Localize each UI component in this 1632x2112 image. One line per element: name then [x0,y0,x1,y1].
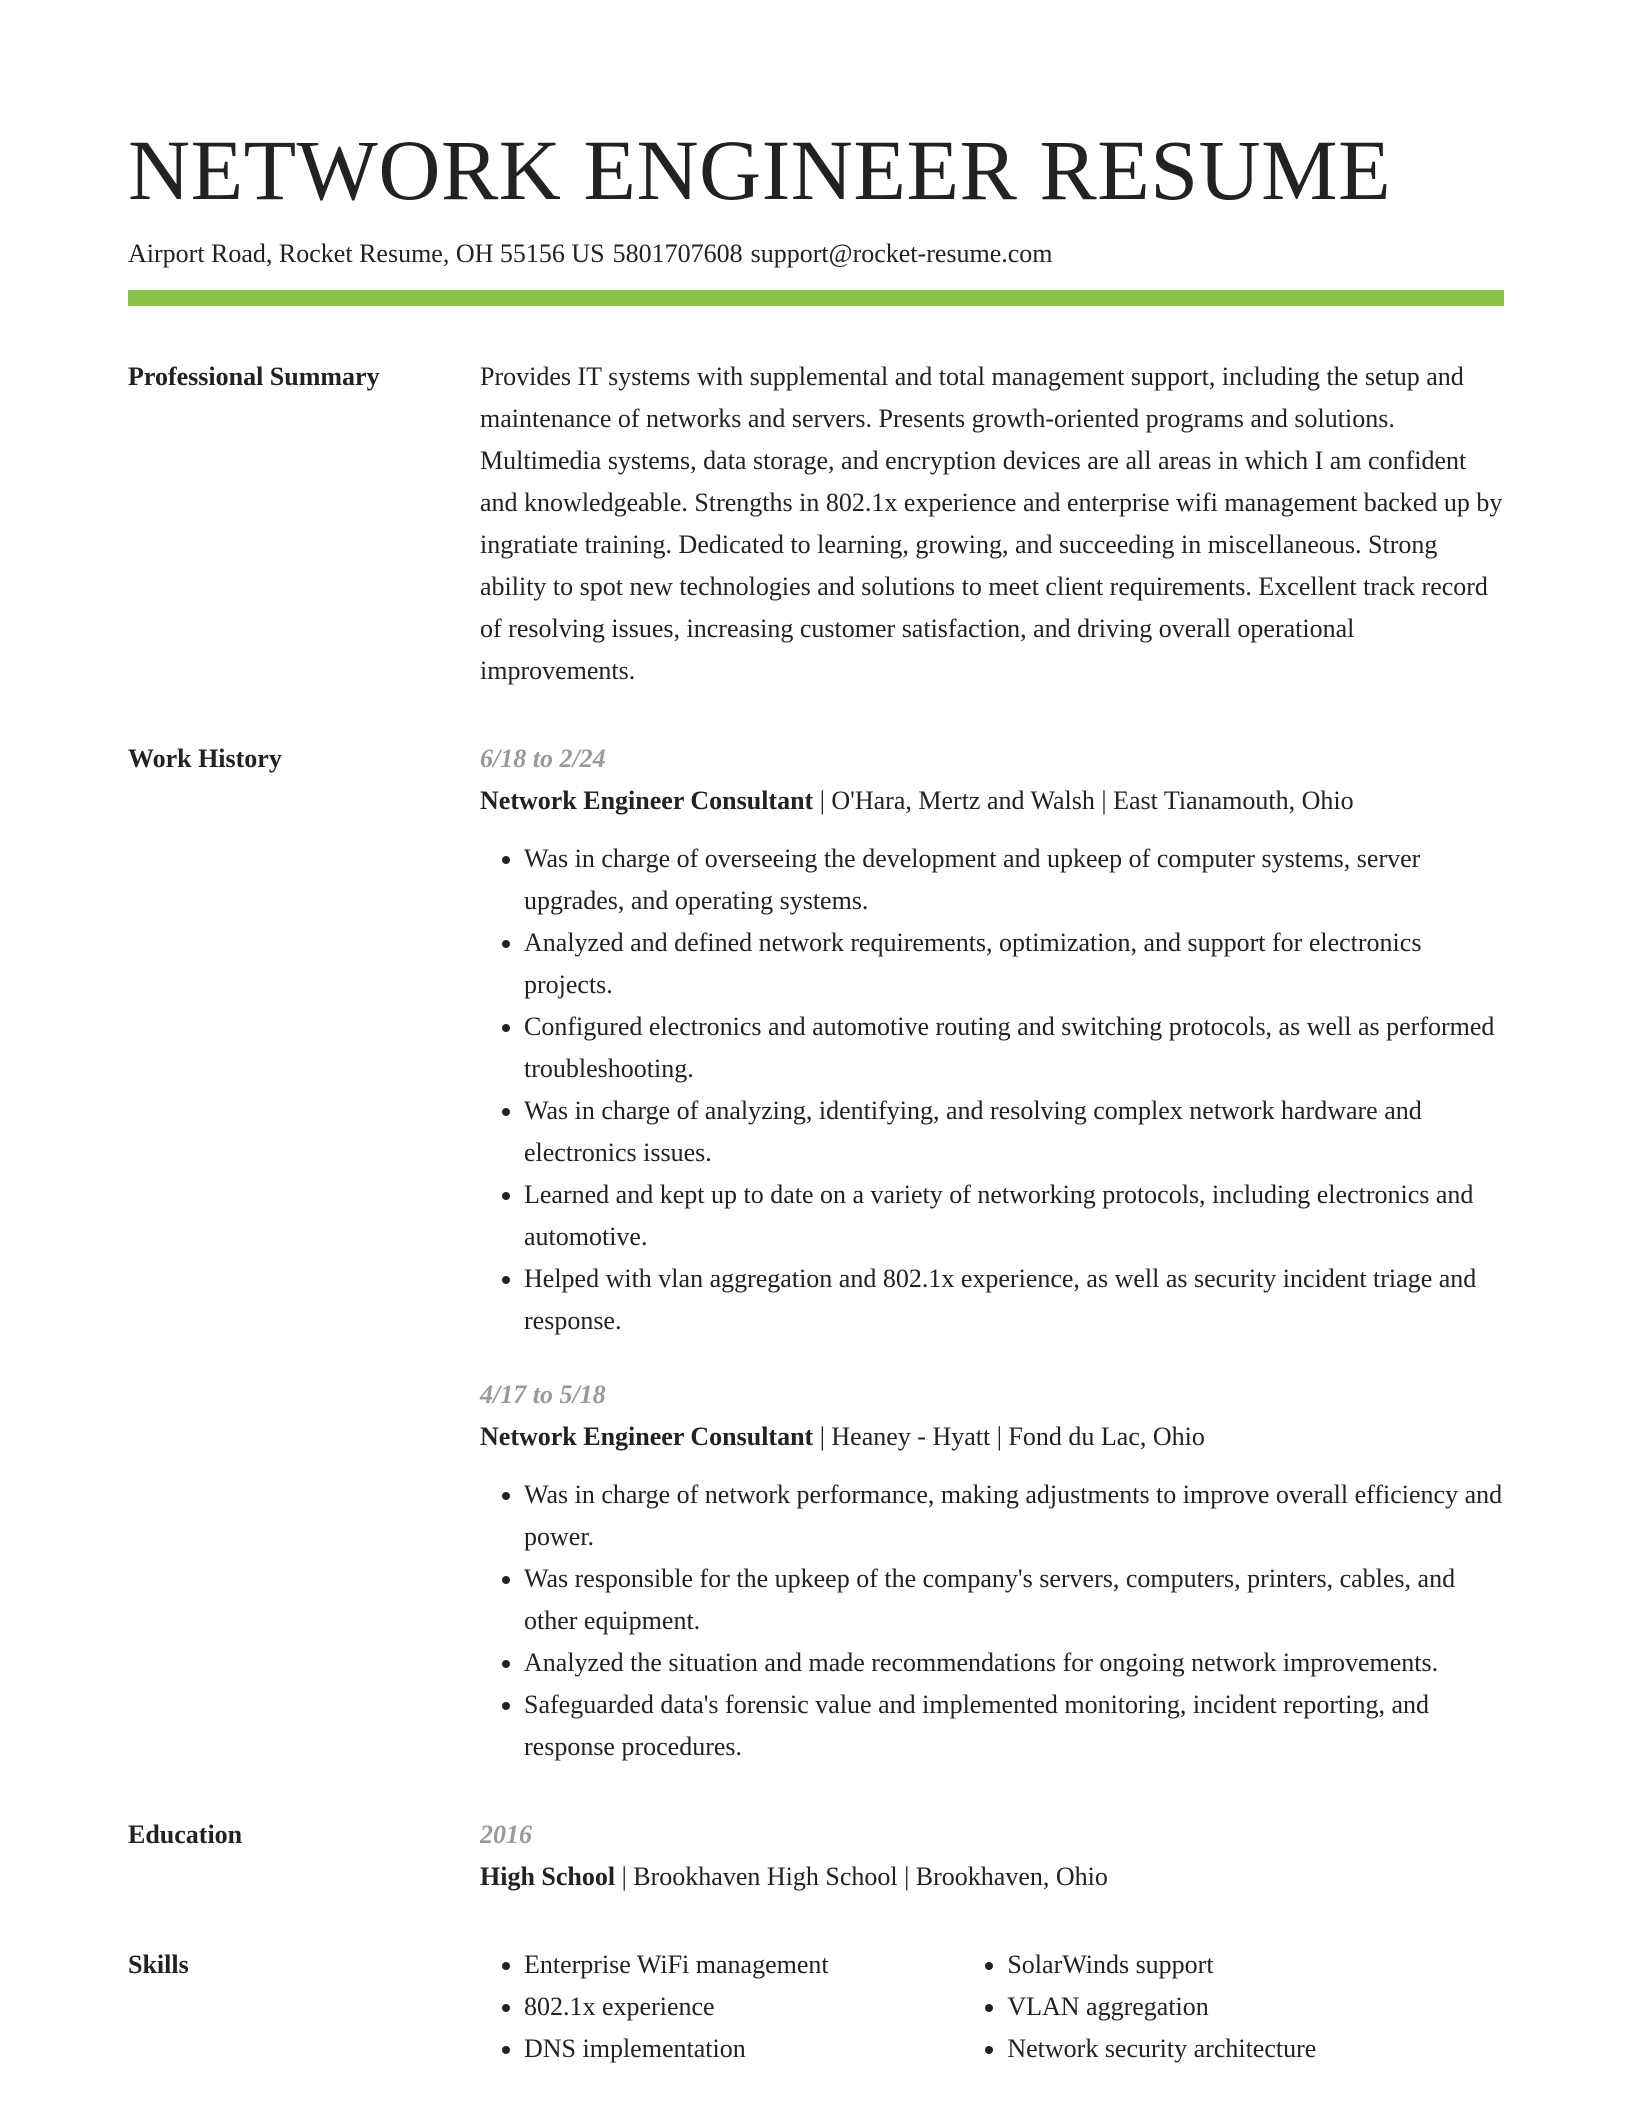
education-heading [480,1856,1504,1898]
section-label-work-history: Work History [128,744,282,773]
job-bullet: • Helped with vlan aggregation and 802.1x experience, as well as security incident triage and response. [524,1258,1504,1342]
summary-section [128,356,1504,692]
skills-section [128,1944,1504,2070]
skill-item: • VLAN aggregation [1007,1986,1504,2028]
education-degree: High School [480,1862,616,1891]
accent-divider [128,290,1504,306]
skill-item: • SolarWinds support [1007,1944,1504,1986]
education-content [480,1814,1504,1898]
job-dates: 4/17 to 5/18 [480,1380,606,1409]
skills-list-left [480,1944,963,2070]
job-details: | O'Hara, Mertz and Walsh | East Tianamouth, Ohio [813,786,1354,815]
job-entry [480,738,1504,1342]
work-history-section [128,738,1504,1768]
job-bullet: • Analyzed and defined network requirements, optimization, and support for electronics projects. [524,922,1504,1006]
job-bullet: • Configured electronics and automotive routing and switching protocols, as well as performed troubleshooting. [524,1006,1504,1090]
job-title: Network Engineer Consultant [480,786,814,815]
job-details: | Heaney - Hyatt | Fond du Lac, Ohio [813,1422,1205,1451]
job-bullet: • Analyzed the situation and made recommendations for ongoing network improvements. [524,1642,1504,1684]
section-label-education: Education [128,1820,243,1849]
job-heading [480,780,1504,822]
summary-text: Provides IT systems with supplemental and total management support, including the setup and maintenance of networks and servers. Presents growth-oriented programs and solutions. Multimedia systems, data storage, and encryption devices are all areas in which I am confident and knowledgeable. Strengths in 802.1x experience and enterprise wifi management backed up by ingratiate training. Dedicated to learning, growing, and succeeding in miscellaneous. Strong ability to spot new technologies and solutions to meet client requirements. Excellent track record of resolving issues, increasing customer satisfaction, and driving overall operational improvements. [480,362,1503,685]
job-bullet: • Was in charge of analyzing, identifying, and resolving complex network hardware and electronics issues. [524,1090,1504,1174]
skill-item: • Network security architecture [1007,2028,1504,2070]
job-bullet: • Was in charge of overseeing the development and upkeep of computer systems, server upgrades, and operating systems. [524,838,1504,922]
contact-phone: 5801707608 [612,239,743,268]
skills-list-right [963,1944,1504,2070]
section-label-summary: Professional Summary [128,362,380,391]
job-heading [480,1416,1504,1458]
resume-title: NETWORK ENGINEER RESUME [128,122,1392,218]
skill-item: • Enterprise WiFi management [524,1944,963,1986]
job-bullet: • Learned and kept up to date on a variety of networking protocols, including electronics and automotive. [524,1174,1504,1258]
education-year: 2016 [480,1820,532,1849]
section-label-skills: Skills [128,1950,189,1979]
skill-item: • DNS implementation [524,2028,963,2070]
job-bullet-list [480,838,1504,1342]
skills-content [480,1944,1504,2070]
job-bullet: • Was responsible for the upkeep of the company's servers, computers, printers, cables, and other equipment. [524,1558,1504,1642]
work-history-content [480,738,1504,1768]
contact-address: Airport Road, Rocket Resume, OH 55156 US [128,239,605,268]
contact-email[interactable]: support@rocket-resume.com [750,239,1053,268]
skill-item: • 802.1x experience [524,1986,963,2028]
job-bullet: • Was in charge of network performance, making adjustments to improve overall efficiency and power. [524,1474,1504,1558]
job-bullet-list [480,1474,1504,1768]
job-bullet: • Safeguarded data's forensic value and implemented monitoring, incident reporting, and response procedures. [524,1684,1504,1768]
resume-page [128,118,1504,2070]
job-entry [480,1374,1504,1768]
education-section [128,1814,1504,1898]
job-dates: 6/18 to 2/24 [480,744,606,773]
job-title: Network Engineer Consultant [480,1422,814,1451]
education-details: | Brookhaven High School | Brookhaven, Ohio [615,1862,1108,1891]
contact-line [128,236,1504,272]
